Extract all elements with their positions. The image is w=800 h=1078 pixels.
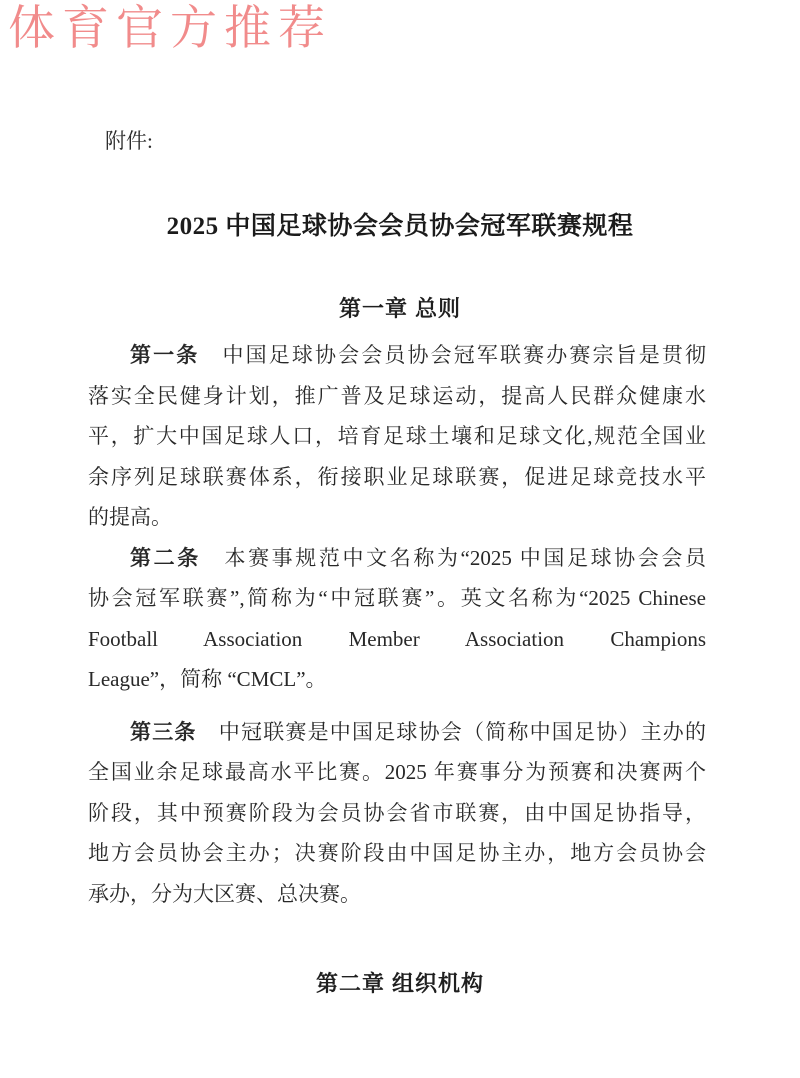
text-line <box>88 335 706 376</box>
text-line: Football Association Member Association Champions <box>88 626 706 651</box>
text-line: 协会冠军联赛”,简称为“中冠联赛”。英文名称为“2025 Chinese <box>88 586 706 610</box>
text-line: League”，简称 “CMCL”。 <box>88 667 327 691</box>
text-line <box>88 538 706 579</box>
article-number-label: 第三条 <box>130 719 197 744</box>
text-line: 承办，分为大区赛、总决赛。 <box>88 881 361 906</box>
text-line: 落实全民健身计划，推广普及足球运动，提高人民群众健康水 <box>88 383 706 408</box>
article-1 <box>88 335 706 538</box>
line-text: 中冠联赛是中国足球协会（简称中国足协）主办的 <box>196 719 706 744</box>
line-text: 中国足球协会会员协会冠军联赛办赛宗旨是贯彻 <box>199 343 706 367</box>
chapter-2-heading: 第二章 组织机构 <box>315 971 485 996</box>
text-line: 阶段，其中预赛阶段为会员协会省市联赛，由中国足协指导， <box>88 800 706 825</box>
chapter-1-heading: 第一章 总则 <box>338 296 462 321</box>
text-line: 地方会员协会主办；决赛阶段由中国足协主办，地方会员协会 <box>88 841 706 865</box>
watermark-text: 体育官方推荐 <box>8 3 332 55</box>
article-3 <box>88 712 706 915</box>
text-line <box>88 712 706 753</box>
article-2 <box>88 538 706 700</box>
attachment-label: 附件: <box>105 129 153 153</box>
text-line: 全国业余足球最高水平比赛。2025 年赛事分为预赛和决赛两个 <box>88 760 706 784</box>
document-title: 2025 中国足球协会会员协会冠军联赛规程 <box>166 213 634 240</box>
article-number-label: 第二条 <box>130 545 201 570</box>
line-text: 本赛事规范中文名称为“2025 中国足球协会会员 <box>200 545 706 570</box>
article-number-label: 第一条 <box>130 343 200 367</box>
text-line: 余序列足球联赛体系，衔接职业足球联赛，促进足球竞技水平 <box>88 464 706 489</box>
document-body <box>88 335 706 914</box>
text-line: 平，扩大中国足球人口，培育足球土壤和足球文化,规范全国业 <box>88 424 706 448</box>
text-line: 的提高。 <box>88 505 172 529</box>
